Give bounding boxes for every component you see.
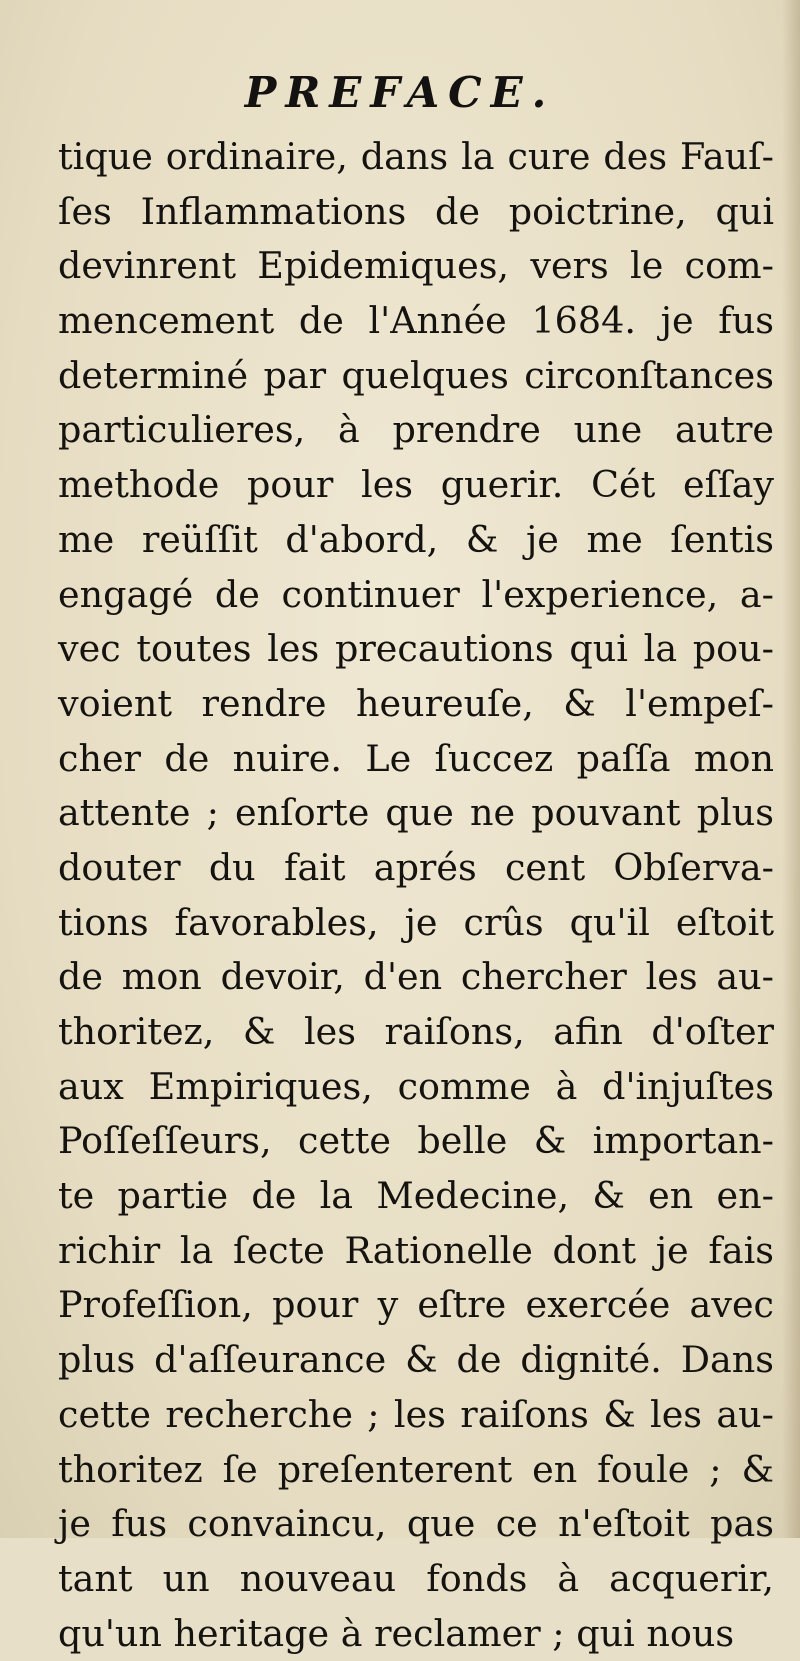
text-line: je fus convaincu, que ce n'eſtoit pas xyxy=(58,1502,774,1546)
text-line: devinrent Epidemiques, vers le com- xyxy=(58,244,774,288)
text-line: cher de nuire. Le ſuccez paſſa mon xyxy=(58,736,774,780)
text-line: methode pour les guerir. Cét eſſay xyxy=(58,463,774,507)
text-line: richir la ſecte Rationelle dont je fais xyxy=(58,1228,774,1272)
text-line: te partie de la Medecine, & en en- xyxy=(58,1174,774,1218)
text-line: thoritez ſe preſenterent en foule ; & xyxy=(58,1447,774,1491)
text-line: thoritez, & les raiſons, afin d'oſter xyxy=(58,1010,774,1053)
text-line: tant un nouveau fonds à acquerir, xyxy=(58,1556,774,1600)
text-line: determiné par quelques circonſtances xyxy=(58,353,774,397)
body-text xyxy=(58,130,774,1661)
text-line: cette recherche ; les raiſons & les au- xyxy=(58,1392,774,1436)
text-line: me reüſſit d'abord, & je me ſentis xyxy=(58,517,774,561)
text-line: voient rendre heureuſe, & l'empeſ- xyxy=(58,681,774,725)
text-line: Profeſſion, pour y eſtre exercée avec xyxy=(58,1283,774,1327)
text-line: ſes Inflammations de poictrine, qui xyxy=(58,189,774,233)
text-line: qu'un heritage à reclamer ; qui nous xyxy=(58,1611,735,1655)
text-line: attente ; enſorte que ne pouvant plus xyxy=(58,791,774,835)
text-line: Poſſeſſeurs, cette belle & importan- xyxy=(58,1119,774,1163)
text-line: tions favorables, je crûs qu'il eſtoit xyxy=(58,900,774,944)
text-line: vec toutes les precautions qui la pou- xyxy=(58,627,774,671)
text-line: de mon devoir, d'en chercher les au- xyxy=(58,955,774,999)
text-line: tique ordinaire, dans la cure des Fauſ- xyxy=(58,135,774,178)
text-line: particulieres, à prendre une autre xyxy=(58,408,774,452)
running-header: PREFACE. xyxy=(244,68,556,117)
text-line: engagé de continuer l'experience, a- xyxy=(58,572,774,616)
text-line: aux Empiriques, comme à d'injuſtes xyxy=(58,1064,774,1108)
text-line: mencement de l'Année 1684. je fus xyxy=(58,299,774,343)
text-line: plus d'aſſeurance & de dignité. Dans xyxy=(58,1338,774,1382)
text-line: douter du fait aprés cent Obſerva- xyxy=(58,845,774,889)
page-edge-shadow xyxy=(782,0,800,1538)
